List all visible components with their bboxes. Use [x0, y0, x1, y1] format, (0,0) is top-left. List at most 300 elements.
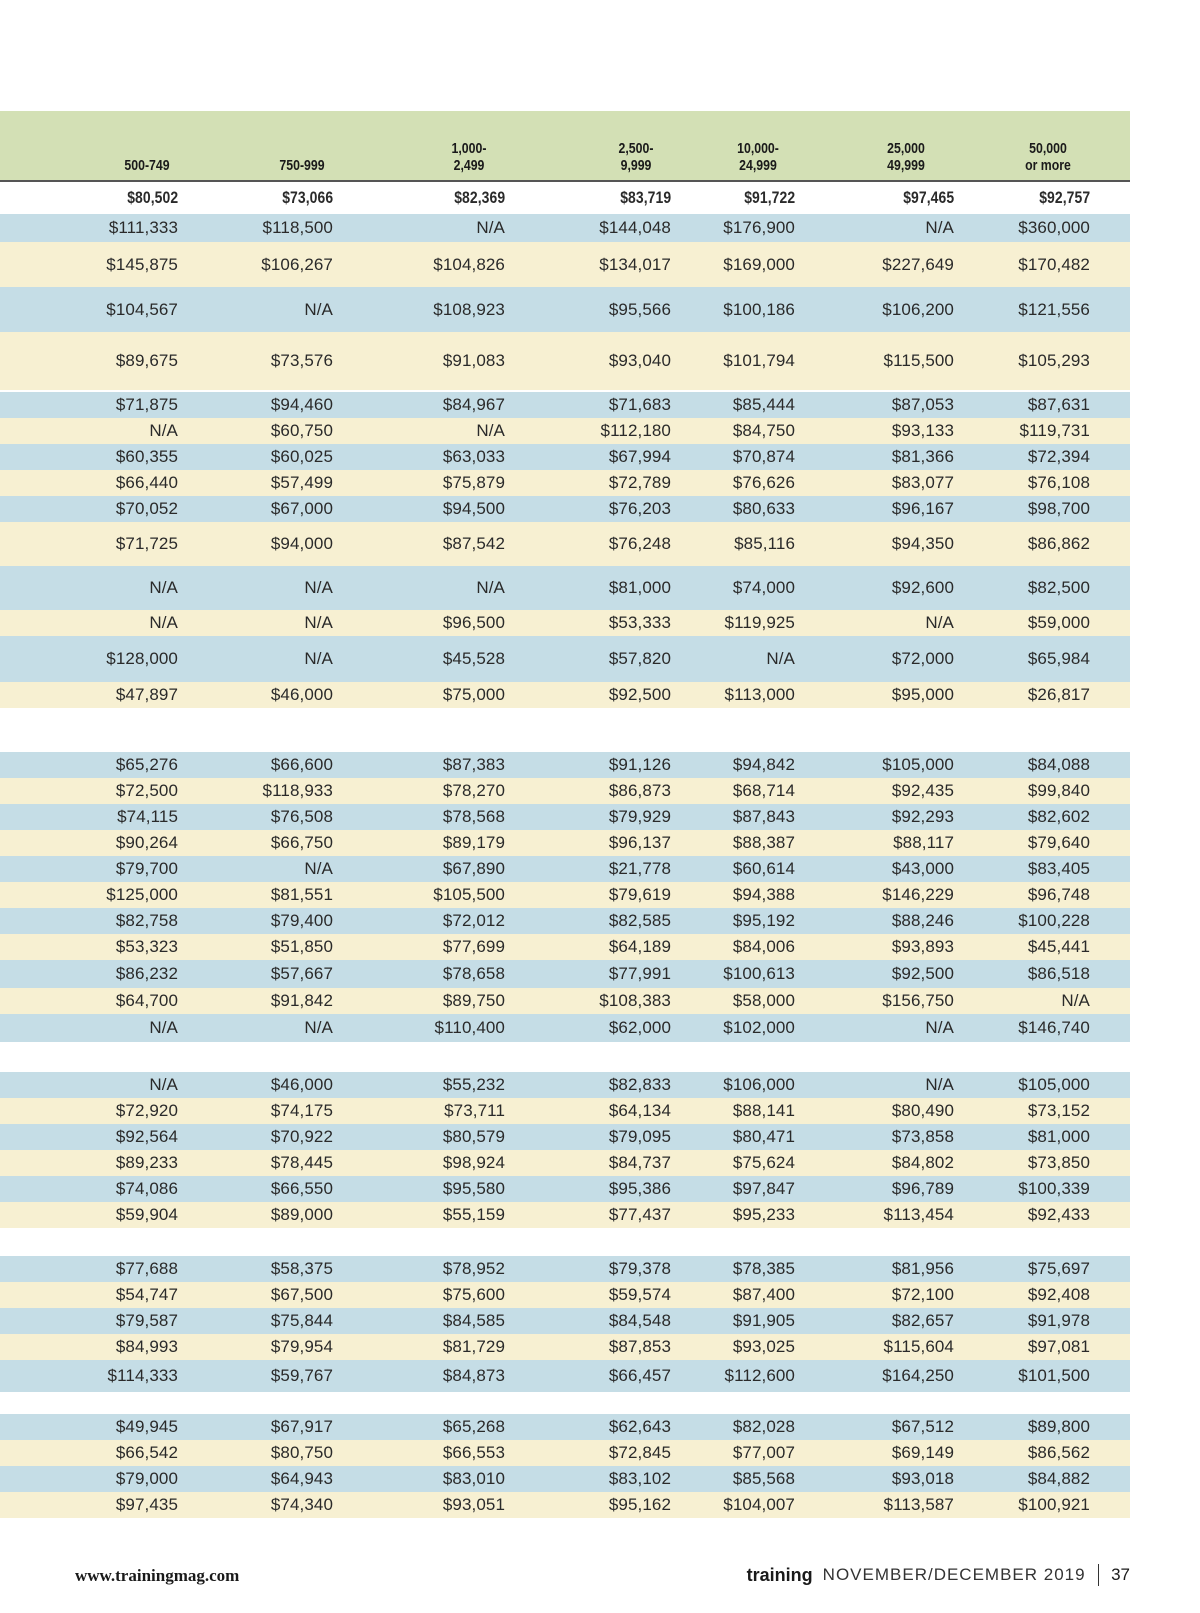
cell-value: $121,556: [1018, 299, 1090, 319]
table-row: [0, 1466, 1130, 1492]
table-cell: [271, 444, 333, 470]
table-cell: [725, 610, 795, 636]
cell-value: $85,444: [732, 395, 795, 414]
cell-value: N/A: [149, 578, 178, 597]
table-cell: [271, 882, 333, 908]
cell-value: $89,179: [442, 833, 505, 852]
cell-value: $67,000: [270, 499, 333, 518]
cell-value: $97,465: [903, 188, 954, 207]
table-row: [0, 856, 1130, 882]
cell-value: $73,858: [891, 1127, 954, 1146]
cell-value: $66,750: [270, 833, 333, 852]
table-header: [0, 111, 1130, 180]
table-cell: [892, 1124, 954, 1150]
table-cell: [116, 496, 178, 522]
cell-value: $97,847: [732, 1179, 795, 1198]
table-cell: [1018, 1360, 1090, 1392]
table-cell: [733, 1334, 795, 1360]
table-cell: [733, 470, 795, 496]
table-cell: [263, 778, 333, 804]
table-cell: [723, 1492, 795, 1518]
cell-value: $58,000: [732, 991, 795, 1010]
table-cell: [271, 1282, 333, 1308]
cell-value: $105,500: [433, 885, 505, 904]
page-number: 37: [1111, 1565, 1130, 1584]
table-cell: [116, 1202, 178, 1228]
table-cell: [892, 418, 954, 444]
table-cell: [443, 1150, 505, 1176]
table-cell: [723, 1014, 795, 1042]
table-cell: [116, 1150, 178, 1176]
table-cell: [443, 934, 505, 960]
table-cell: [733, 1202, 795, 1228]
table-cell: [271, 1202, 333, 1228]
table-cell: [733, 934, 795, 960]
table-row: [0, 1014, 1130, 1042]
cell-value: $96,137: [608, 833, 671, 852]
cell-value: $104,007: [723, 1495, 795, 1514]
table-cell: [443, 1308, 505, 1334]
cell-value: $76,203: [608, 499, 671, 518]
cell-value: $102,000: [723, 1018, 795, 1037]
cell-value: $98,924: [442, 1153, 505, 1172]
table-cell: [892, 934, 954, 960]
cell-value: $94,388: [732, 885, 795, 904]
cell-value: $108,923: [433, 299, 505, 319]
cell-value: $95,233: [732, 1205, 795, 1224]
cell-value: $55,159: [442, 1205, 505, 1224]
cell-value: $84,750: [732, 421, 795, 440]
table-cell: [733, 908, 795, 934]
cell-value: $100,339: [1018, 1179, 1090, 1198]
cell-value: $97,435: [115, 1495, 178, 1514]
cell-value: $79,095: [608, 1127, 671, 1146]
table-cell: [1028, 856, 1090, 882]
table-cell: [149, 610, 178, 636]
table-cell: [271, 418, 333, 444]
cell-value: $43,000: [891, 859, 954, 878]
table-cell: [1018, 1492, 1090, 1518]
table-cell: [271, 908, 333, 934]
table-cell: [1028, 934, 1090, 960]
table-cell: [1028, 444, 1090, 470]
cell-value: $100,921: [1018, 1495, 1090, 1514]
cell-value: $64,700: [115, 991, 178, 1010]
table-cell: [454, 183, 505, 213]
cell-value: $82,758: [115, 911, 178, 930]
cell-value: $60,025: [270, 447, 333, 466]
table-row: [0, 778, 1130, 804]
cell-value: $98,700: [1027, 499, 1090, 518]
cell-value: $108,383: [599, 991, 671, 1010]
cell-value: $113,000: [724, 685, 795, 704]
table-cell: [609, 1440, 671, 1466]
table-cell: [1028, 1440, 1090, 1466]
table-cell: [744, 183, 795, 213]
table-row: [0, 882, 1130, 908]
table-row: [0, 418, 1130, 444]
table-cell: [609, 1308, 671, 1334]
table-cell: [609, 804, 671, 830]
table-cell: [443, 1360, 505, 1392]
cell-value: $74,175: [270, 1101, 333, 1120]
cell-value: N/A: [766, 649, 795, 668]
cell-value: $79,587: [115, 1311, 178, 1330]
cell-value: $73,066: [282, 188, 333, 207]
cell-value: $70,052: [115, 499, 178, 518]
cell-value: $92,500: [608, 685, 671, 704]
cell-value: $67,500: [270, 1285, 333, 1304]
cell-value: N/A: [149, 1018, 178, 1037]
cell-value: $59,574: [608, 1285, 671, 1304]
table-cell: [443, 908, 505, 934]
table-row: [0, 804, 1130, 830]
cell-value: $87,542: [442, 534, 505, 553]
table-cell: [1028, 804, 1090, 830]
cell-value: $91,083: [442, 351, 505, 370]
table-cell: [116, 1256, 178, 1282]
table-cell: [116, 988, 178, 1014]
cell-value: $96,789: [891, 1179, 954, 1198]
table-cell: [609, 908, 671, 934]
table-cell: [733, 1098, 795, 1124]
table-cell: [882, 752, 954, 778]
cell-value: N/A: [1061, 991, 1090, 1010]
cell-value: $78,952: [442, 1259, 505, 1278]
cell-value: $74,115: [117, 807, 178, 826]
table-cell: [884, 1492, 954, 1518]
cell-value: $95,162: [608, 1495, 671, 1514]
table-cell: [884, 1334, 954, 1360]
table-row: [0, 636, 1130, 682]
cell-value: $77,688: [115, 1259, 178, 1278]
cell-value: N/A: [149, 421, 178, 440]
cell-value: $100,613: [723, 964, 795, 983]
cell-value: $70,922: [270, 1127, 333, 1146]
cell-value: $83,010: [442, 1469, 505, 1488]
cell-value: $76,508: [270, 807, 333, 826]
footer-issue: NOVEMBER/DECEMBER 2019: [822, 1565, 1086, 1584]
cell-value: $78,385: [732, 1259, 795, 1278]
cell-value: $69,149: [891, 1443, 954, 1462]
table-cell: [444, 1098, 505, 1124]
table-cell: [884, 332, 954, 390]
cell-value: $57,667: [270, 964, 333, 983]
table-cell: [609, 610, 671, 636]
cell-value: $72,012: [442, 911, 505, 930]
table-cell: [149, 418, 178, 444]
table-cell: [609, 778, 671, 804]
cell-value: $72,920: [115, 1101, 178, 1120]
table-cell: [609, 332, 671, 390]
table-cell: [609, 287, 671, 332]
cell-value: $118,933: [262, 781, 333, 800]
table-cell: [116, 1098, 178, 1124]
table-cell: [1028, 960, 1090, 988]
table-cell: [433, 287, 505, 332]
cell-value: $170,482: [1018, 254, 1090, 274]
table-cell: [271, 682, 333, 708]
table-cell: [620, 183, 671, 213]
table-cell: [892, 682, 954, 708]
cell-value: $65,268: [442, 1417, 505, 1436]
table-cell: [304, 856, 333, 882]
average-row: [0, 183, 1130, 213]
table-cell: [304, 636, 333, 682]
table-cell: [733, 496, 795, 522]
table-cell: [443, 610, 505, 636]
cell-value: $360,000: [1018, 218, 1090, 237]
cell-value: $72,394: [1027, 447, 1090, 466]
table-cell: [1028, 470, 1090, 496]
table-cell: [609, 444, 671, 470]
cell-value: $85,116: [734, 534, 795, 553]
table-cell: [609, 1150, 671, 1176]
table-cell: [925, 610, 954, 636]
table-cell: [116, 1466, 178, 1492]
cell-value: $82,028: [732, 1417, 795, 1436]
table-cell: [1018, 242, 1090, 287]
table-row: [0, 610, 1130, 636]
cell-value: $46,000: [270, 685, 333, 704]
table-row: [0, 830, 1130, 856]
cell-value: $66,457: [608, 1366, 671, 1385]
table-cell: [1028, 1308, 1090, 1334]
table-cell: [443, 752, 505, 778]
column-header: 2,500- 9,999: [618, 140, 654, 174]
cell-value: N/A: [149, 613, 178, 632]
cell-value: $91,722: [744, 188, 795, 207]
table-cell: [609, 1334, 671, 1360]
table-cell: [271, 392, 333, 418]
cell-value: $93,018: [891, 1469, 954, 1488]
table-cell: [892, 1414, 954, 1440]
table-cell: [116, 1414, 178, 1440]
table-cell: [116, 1176, 178, 1202]
cell-value: $85,568: [732, 1469, 795, 1488]
table-cell: [443, 1440, 505, 1466]
cell-value: $59,000: [1027, 613, 1090, 632]
table-cell: [433, 242, 505, 287]
cell-value: $72,845: [608, 1443, 671, 1462]
table-cell: [609, 682, 671, 708]
table-row: [0, 1440, 1130, 1466]
table-cell: [304, 610, 333, 636]
table-cell: [733, 804, 795, 830]
table-cell: [443, 1492, 505, 1518]
cell-value: N/A: [304, 859, 333, 878]
cell-value: $81,729: [442, 1337, 505, 1356]
cell-value: $115,500: [883, 351, 954, 370]
cell-value: $95,566: [608, 299, 671, 319]
table-cell: [443, 1334, 505, 1360]
table-row: [0, 1072, 1130, 1098]
cell-value: $81,366: [891, 447, 954, 466]
cell-value: $113,587: [883, 1495, 954, 1514]
table-cell: [1028, 682, 1090, 708]
table-row: [0, 1098, 1130, 1124]
table-cell: [733, 830, 795, 856]
cell-value: $65,276: [115, 755, 178, 774]
cell-value: $97,081: [1027, 1337, 1090, 1356]
cell-value: $73,576: [270, 351, 333, 370]
cell-value: $91,905: [732, 1311, 795, 1330]
table-cell: [723, 242, 795, 287]
cell-value: $49,945: [115, 1417, 178, 1436]
table-cell: [1018, 214, 1090, 242]
table-cell: [108, 1360, 178, 1392]
cell-value: $67,917: [270, 1417, 333, 1436]
cell-value: $51,850: [270, 937, 333, 956]
table-cell: [443, 444, 505, 470]
table-cell: [271, 1072, 333, 1098]
table-row: [0, 1282, 1130, 1308]
table-cell: [271, 1150, 333, 1176]
cell-value: $72,100: [891, 1285, 954, 1304]
cell-value: $145,875: [106, 254, 178, 274]
table-cell: [1020, 418, 1090, 444]
cell-value: $79,378: [608, 1259, 671, 1278]
table-cell: [733, 1256, 795, 1282]
cell-value: $46,000: [270, 1075, 333, 1094]
cell-value: $112,600: [724, 1366, 795, 1385]
table-cell: [733, 1176, 795, 1202]
column-header: 25,000 49,999: [887, 140, 925, 174]
table-cell: [435, 1014, 505, 1042]
table-cell: [116, 1492, 178, 1518]
cell-value: $92,435: [891, 781, 954, 800]
cell-value: $84,585: [442, 1311, 505, 1330]
cell-value: $104,567: [106, 299, 178, 319]
cell-value: $92,500: [891, 964, 954, 983]
cell-value: $75,000: [442, 685, 505, 704]
table-cell: [304, 566, 333, 610]
cell-value: $75,844: [270, 1311, 333, 1330]
cell-value: $84,802: [891, 1153, 954, 1172]
cell-value: $91,126: [608, 755, 671, 774]
table-cell: [476, 566, 505, 610]
cell-value: N/A: [149, 1075, 178, 1094]
cell-value: $95,192: [732, 911, 795, 930]
table-cell: [443, 988, 505, 1014]
cell-value: $95,386: [608, 1179, 671, 1198]
table-cell: [1028, 636, 1090, 682]
table-cell: [733, 566, 795, 610]
cell-value: $84,737: [608, 1153, 671, 1172]
cell-value: $89,675: [115, 351, 178, 370]
table-cell: [116, 856, 178, 882]
table-cell: [1028, 752, 1090, 778]
table-cell: [1028, 1282, 1090, 1308]
table-cell: [443, 1256, 505, 1282]
table-row: [0, 332, 1130, 390]
table-cell: [601, 418, 671, 444]
cell-value: $80,750: [270, 1443, 333, 1462]
table-cell: [599, 988, 671, 1014]
cell-value: $93,025: [732, 1337, 795, 1356]
table-cell: [882, 882, 954, 908]
cell-value: $100,186: [723, 299, 795, 319]
table-cell: [892, 1308, 954, 1334]
cell-value: $93,133: [891, 421, 954, 440]
cell-value: $66,440: [115, 473, 178, 492]
cell-value: $92,433: [1027, 1205, 1090, 1224]
cell-value: $75,697: [1027, 1259, 1090, 1278]
cell-value: $92,564: [115, 1127, 178, 1146]
cell-value: $88,141: [732, 1101, 795, 1120]
table-cell: [116, 960, 178, 988]
table-cell: [271, 804, 333, 830]
cell-value: $83,405: [1027, 859, 1090, 878]
cell-value: $77,007: [732, 1443, 795, 1462]
table-cell: [1061, 988, 1090, 1014]
cell-value: $65,984: [1027, 649, 1090, 668]
table-cell: [1018, 1176, 1090, 1202]
cell-value: $92,408: [1027, 1285, 1090, 1304]
table-cell: [116, 1440, 178, 1466]
cell-value: $53,323: [115, 937, 178, 956]
cell-value: $79,619: [608, 885, 671, 904]
cell-value: $67,994: [608, 447, 671, 466]
table-cell: [733, 1308, 795, 1334]
cell-value: $87,400: [732, 1285, 795, 1304]
cell-value: $113,454: [883, 1205, 954, 1224]
table-cell: [892, 444, 954, 470]
cell-value: $26,817: [1027, 685, 1090, 704]
cell-value: N/A: [925, 1018, 954, 1037]
table-cell: [733, 882, 795, 908]
cell-value: $110,400: [434, 1018, 505, 1037]
table-cell: [443, 1282, 505, 1308]
table-row: [0, 287, 1130, 332]
cell-value: $105,000: [1018, 1075, 1090, 1094]
cell-value: $80,633: [732, 499, 795, 518]
cell-value: $87,053: [891, 395, 954, 414]
column-header: 50,000 or more: [1025, 140, 1071, 174]
table-cell: [733, 444, 795, 470]
table-cell: [116, 444, 178, 470]
table-cell: [106, 636, 178, 682]
cell-value: $106,200: [882, 299, 954, 319]
cell-value: $63,033: [442, 447, 505, 466]
cell-value: $87,383: [442, 755, 505, 774]
cell-value: $88,117: [893, 833, 954, 852]
table-cell: [723, 332, 795, 390]
cell-value: $71,875: [115, 395, 178, 414]
table-cell: [609, 1256, 671, 1282]
table-cell: [609, 934, 671, 960]
table-cell: [893, 830, 954, 856]
table-row: [0, 1492, 1130, 1518]
cell-value: $45,528: [442, 649, 505, 668]
table-cell: [925, 214, 954, 242]
cell-value: $88,387: [732, 833, 795, 852]
table-cell: [882, 1360, 954, 1392]
cell-value: $164,250: [882, 1366, 954, 1385]
table-cell: [1028, 1150, 1090, 1176]
table-cell: [1028, 496, 1090, 522]
table-cell: [116, 332, 178, 390]
table-cell: [476, 214, 505, 242]
table-cell: [271, 522, 333, 566]
cell-value: $64,189: [608, 937, 671, 956]
cell-value: $77,437: [608, 1205, 671, 1224]
table-row: [0, 752, 1130, 778]
table-cell: [271, 988, 333, 1014]
cell-value: $47,897: [115, 685, 178, 704]
table-cell: [476, 418, 505, 444]
cell-value: $79,400: [270, 911, 333, 930]
